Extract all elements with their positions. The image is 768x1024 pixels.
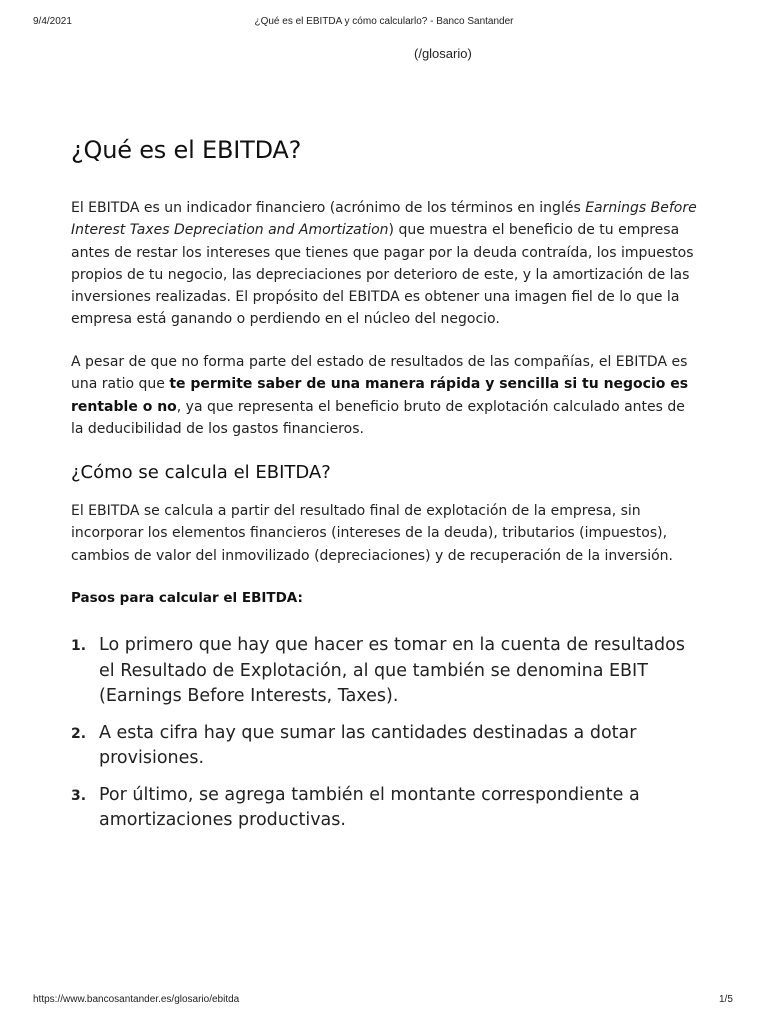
step-number: 2. bbox=[71, 725, 87, 742]
page-number: 1/5 bbox=[719, 994, 733, 1005]
page-title: ¿Qué es el EBITDA? bbox=[71, 136, 302, 164]
intro-text-b: ) que muestra el beneficio de tu empresa antes de restar los intereses que tienes que pagar por la deuda contraída, los impuestos propios de tu negocio, las depreciaciones por deterioro de este, y la amortización de las inversiones realizadas. El propósito del EBITDA es obtener una imagen fiel de lo que la empresa está ganando o perdiendo en el núcleo del negocio. bbox=[71, 222, 694, 328]
ratio-text-a: A pesar de que no forma parte del estado de resultados de las compañías, el EBITDA es una ratio que bbox=[71, 354, 688, 393]
intro-text-a: El EBITDA es un indicador financiero (acrónimo de los términos en inglés bbox=[71, 200, 586, 216]
ratio-paragraph bbox=[71, 351, 701, 440]
step-number: 1. bbox=[71, 638, 87, 654]
intro-paragraph bbox=[71, 197, 701, 331]
list-item bbox=[71, 721, 701, 772]
print-url: https://www.bancosantander.es/glosario/ebitda bbox=[33, 994, 240, 1005]
intro-acronym-italic: Earnings Before Interest Taxes Depreciation and Amortization bbox=[71, 200, 697, 239]
print-page-title: ¿Qué es el EBITDA y cómo calcularlo? - Banco Santander bbox=[254, 16, 514, 27]
print-date: 9/4/2021 bbox=[33, 16, 72, 27]
section-heading: ¿Cómo se calcula el EBITDA? bbox=[71, 462, 331, 483]
step-number: 3. bbox=[71, 787, 87, 804]
steps-title: Pasos para calcular el EBITDA: bbox=[71, 590, 303, 606]
step-text: Por último, se agrega también el montante correspondiente a amortizaciones productivas. bbox=[99, 784, 640, 830]
glosario-link[interactable]: (/glosario) bbox=[414, 46, 472, 61]
list-item bbox=[71, 633, 701, 710]
step-text: A esta cifra hay que sumar las cantidades destinadas a dotar provisiones. bbox=[99, 722, 637, 768]
calculation-paragraph: El EBITDA se calcula a partir del resultado final de explotación de la empresa, sin incorporar los elementos financieros (intereses de la deuda), tributarios (impuestos), cambios de valor del inmovilizado (depreciaciones) y de recuperación de la inversión. bbox=[71, 503, 673, 564]
step-text: Lo primero que hay que hacer es tomar en la cuenta de resultados el Resultado de Explotación, al que también se denomina EBIT (Earnings Before Interests, Taxes). bbox=[99, 635, 685, 706]
steps-list bbox=[71, 633, 701, 845]
ratio-text-bold: te permite saber de una manera rápida y sencilla si tu negocio es rentable o no bbox=[71, 376, 689, 415]
ratio-text-b: , ya que representa el beneficio bruto de explotación calculado antes de la deducibilidad de los gastos financieros. bbox=[71, 398, 685, 437]
list-item bbox=[71, 783, 701, 834]
